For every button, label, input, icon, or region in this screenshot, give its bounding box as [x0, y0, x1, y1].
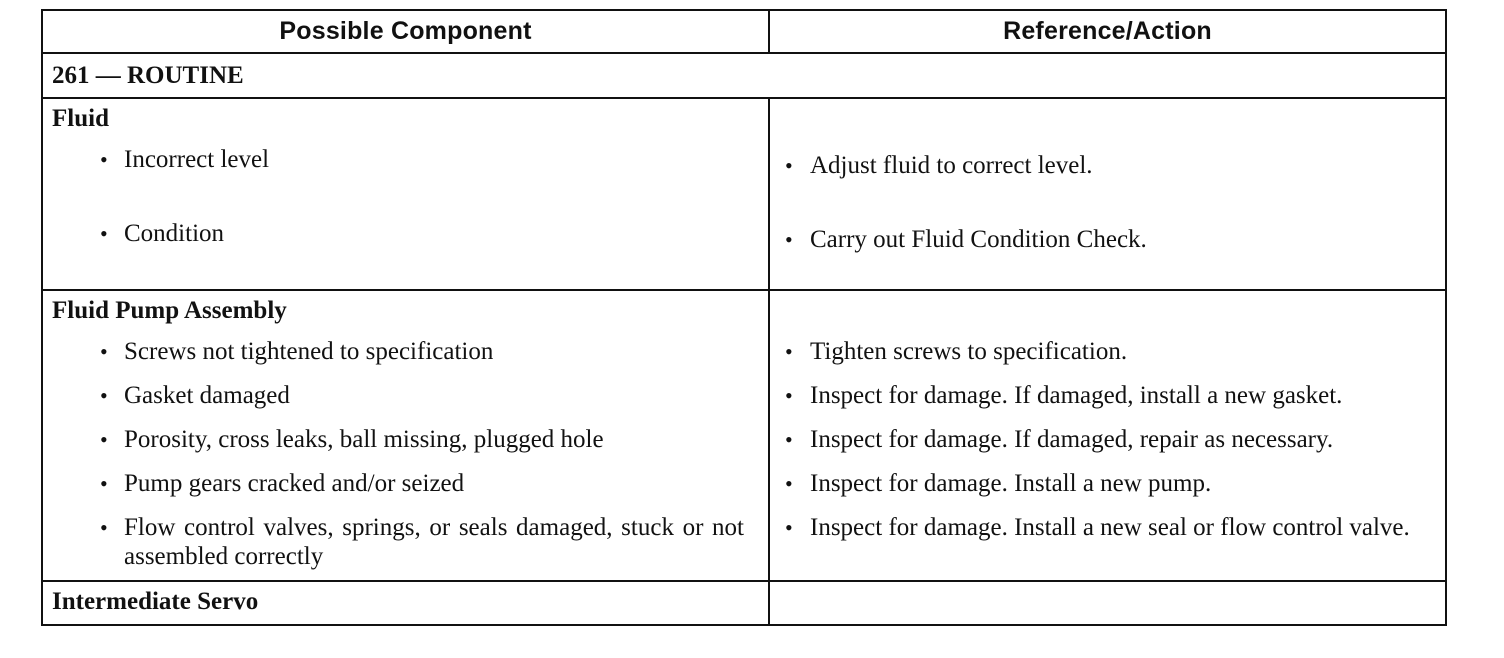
bullet-icon: •	[100, 427, 108, 452]
group-title: Fluid	[52, 105, 109, 132]
header-reference-action: Reference/Action	[1003, 17, 1212, 45]
group-title: Intermediate Servo	[52, 588, 259, 615]
action-item	[770, 151, 1445, 180]
bullet-icon: •	[100, 383, 108, 408]
bullet-icon: •	[785, 153, 793, 178]
group-pump-components	[43, 291, 770, 580]
component-text: Condition	[124, 220, 225, 247]
component-text: Screws not tightened to specification	[124, 338, 494, 365]
section-title-routine: 261 — ROUTINE	[43, 54, 1445, 99]
group-servo-actions	[770, 582, 1445, 624]
bullet-icon: •	[785, 383, 793, 408]
group-title: Fluid Pump Assembly	[52, 297, 287, 324]
action-text: Inspect for damage. Install a new seal or flow control valve.	[810, 514, 1410, 541]
group-servo-components	[43, 582, 770, 624]
component-item	[43, 145, 768, 174]
action-item	[770, 225, 1445, 254]
group-pump-actions	[770, 291, 1445, 580]
group-fluid-pump-assembly	[43, 291, 1445, 582]
action-item	[770, 381, 1445, 410]
group-intermediate-servo	[43, 582, 1445, 624]
action-item	[770, 469, 1445, 498]
component-item	[43, 219, 768, 248]
component-text: Porosity, cross leaks, ball missing, plugged hole	[124, 426, 604, 453]
group-fluid-actions	[770, 99, 1445, 289]
bullet-icon: •	[785, 515, 793, 540]
bullet-icon: •	[785, 427, 793, 452]
bullet-icon: •	[785, 339, 793, 364]
action-item	[770, 337, 1445, 366]
component-item	[43, 337, 768, 366]
bullet-icon: •	[100, 339, 108, 364]
bullet-icon: •	[100, 221, 108, 246]
bullet-icon: •	[100, 515, 108, 540]
bullet-icon: •	[785, 471, 793, 496]
diagnosis-table	[41, 9, 1447, 626]
action-text: Tighten screws to specification.	[810, 338, 1128, 365]
group-fluid	[43, 99, 1445, 291]
action-item	[770, 513, 1445, 542]
bullet-icon: •	[100, 147, 108, 172]
component-text: Flow control valves, springs, or seals damaged, stuck or not assembled correctly	[124, 514, 744, 570]
component-text: Pump gears cracked and/or seized	[124, 470, 465, 497]
header-possible-component: Possible Component	[43, 11, 770, 52]
action-text: Inspect for damage. If damaged, install a new gasket.	[810, 382, 1343, 409]
component-text: Gasket damaged	[124, 382, 290, 409]
action-text: Inspect for damage. Install a new pump.	[810, 470, 1212, 497]
component-item	[43, 425, 768, 454]
group-fluid-components	[43, 99, 770, 289]
component-item	[43, 381, 768, 410]
bullet-icon: •	[100, 471, 108, 496]
action-text: Adjust fluid to correct level.	[810, 152, 1093, 179]
table-header-row	[43, 11, 1445, 54]
component-item	[43, 469, 768, 498]
component-item	[43, 513, 768, 571]
action-text: Inspect for damage. If damaged, repair as necessary.	[810, 426, 1334, 453]
component-text: Incorrect level	[124, 146, 270, 173]
action-item	[770, 425, 1445, 454]
bullet-icon: •	[785, 227, 793, 252]
action-text: Carry out Fluid Condition Check.	[810, 226, 1147, 253]
